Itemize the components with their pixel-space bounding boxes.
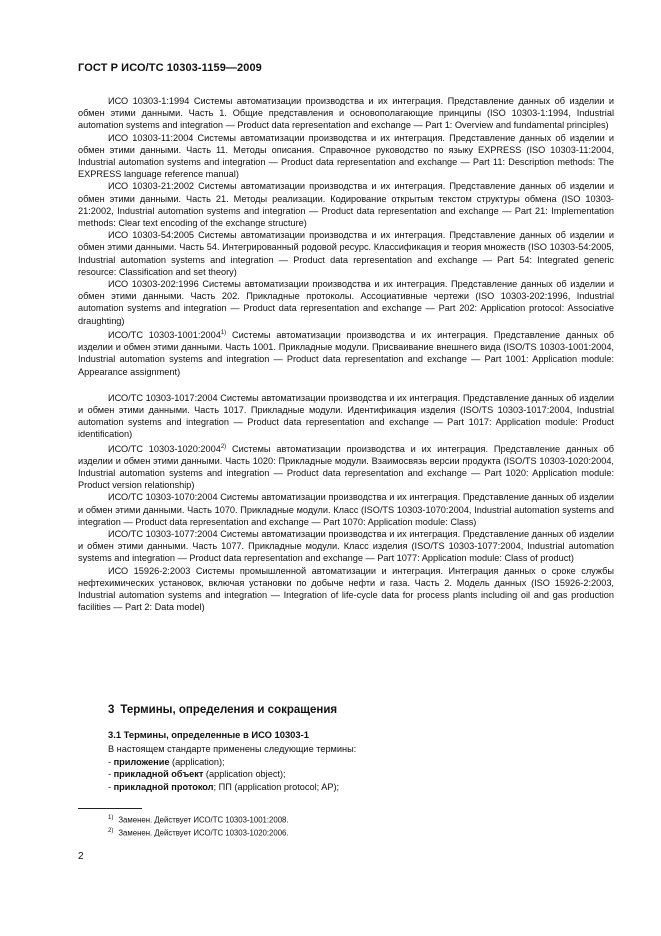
reference-item [78,132,614,181]
term-item [108,768,356,781]
reference-item [78,392,614,441]
footnote-mark: 2) [108,828,114,835]
term-dash: - [108,769,114,779]
paragraph-gap [78,378,614,392]
reference-text: ИСО 10303-54:2005 Системы автоматизации производства и их интеграция. Представление данных об изделии и обмен этими данными. Часть 54. Интегрированный родовой ресурс. Классификация и теория множеств (ISO 10303-54:2005, Industrial automation systems and integration — Product data representation and exchange — Part 54: Integrated generic resource: Classification and set theory) [78,230,614,277]
reference-item [78,441,614,492]
reference-text: ИСО 15926-2:2003 Системы промышленной автоматизации и интеграция. Интеграция данных о сроке службы нефтехимических установок, включая установки по добыче нефти и газа. Часть 2. Модель данных (ISO 15926-2:2003, Industrial automation systems and integration — Integration of life-cycle data for process plants including oil and gas production facilities — Part 2: Data model) [78,565,614,613]
footnote-mark: 2) [220,443,227,450]
page-number: 2 [78,851,84,862]
reference-item [78,278,614,327]
reference-text: ИСО/ТС 10303-1001:2004 [108,329,221,340]
term-detail: (application object); [203,769,286,779]
term-name: прикладной протокол [113,781,214,792]
reference-item [78,229,614,278]
reference-item [78,491,614,528]
reference-text: Системы автоматизации производства и их интеграция. Представление данных об изделии и обмен этими данными. Часть 1020: Прикладные модули. Взаимосвязь версии продукта (ISO/TS 10303-1020:2004, Industrial automation systems and integration — Product data representation and exchange — Part 1020: Application module: Product version relationship) [78,443,614,491]
reference-item [78,528,614,565]
reference-text: ИСО 10303-21:2002 Системы автоматизации производства и их интеграция. Представление данных об изделии и обмен этими данными. Часть 21. Методы реализации. Кодирование открытым текстом структуры обмена (ISO 10303-21:2002, Industrial automation systems and integration — Product data representation and exchange — Part 21: Implementation methods: Clear text encoding of the exchange structure) [78,181,614,229]
footnote-mark: 1) [108,815,114,821]
reference-text: ИСО/ТС 10303-1070:2004 Системы автоматизации производства и их интеграция. Представление данных об изделии и обмен этими данными. Часть 1070. Прикладные модули. Класс (ISO/TS 10303-1070:2004, Industrial automation systems and integration — Product data representation and exchange — Part 1070: Application module: Class) [78,492,614,527]
footnote-divider [78,808,142,809]
document-header: ГОСТ Р ИСО/ТС 10303-1159—2009 [78,62,262,74]
reference-text: ИСО/ТС 10303-1017:2004 Системы автоматизации производства и их интеграция. Представление данных об изделии и обмен этими данными. Часть 1017. Прикладные модули. Идентификация изделия (ISO/TS 10303-1017:2004, Industrial automation systems and integration — Product data representation and exchange — Part 1017: Application module: Product identification) [78,392,614,440]
footnote-text: Заменен. Действует ИСО/ТС 10303-1001:2008. [118,815,289,825]
footnote-mark: 1) [220,329,227,336]
reference-text: ИСО 10303-202:1996 Системы автоматизации производства и их интеграция. Представление данных об изделии и обмен этими данными. Часть 202. Прикладные протоколы. Ассоциативные чертежи (ISO 10303-202:1996, Industrial automation systems and integration — Product data representation and exchange — Part 202: Application protocol: Associative draughting) [78,279,614,326]
term-name: приложение [113,756,170,767]
reference-item [78,327,614,378]
reference-item [78,95,614,132]
subsection-heading: 3.1 Термины, определенные в ИСО 10303-1 [108,729,309,740]
terms-intro: В настоящем стандарте применены следующие термины: [108,744,357,754]
reference-text: Системы автоматизации производства и их интеграция. Представление данных об изделии и обмен этими данными. Часть 1001. Прикладные модули. Присваивание внешнего вида (ISO/TS 10303-1001:2004, Industrial automation systems and integration — Product data representation and exchange — Part 1001: Application module: Appearance assignment) [78,329,614,377]
term-detail: ; ПП (application protocol; AP); [213,781,340,792]
term-detail: (application); [169,756,225,767]
reference-item [78,565,614,614]
footnote [108,813,289,826]
reference-text: ИСО 10303-1:1994 Системы автоматизации производства и их интеграция. Представление данных об изделии и обмен этими данными. Часть 1. Общие представления и основополагающие принципы (ISO 10303-1:1994, Industrial automation systems and integration — Product data representation and exchange — Part 1: Overview and fundamental principles) [78,96,614,131]
term-name: прикладной объект [113,769,204,779]
section-number: 3 [108,704,115,716]
footnote-text: Заменен. Действует ИСО/ТС 10303-1020:2006. [118,828,289,838]
reference-item [78,180,614,229]
terms-list [108,743,356,793]
section-title: Термины, определения и сокращения [120,704,338,716]
footnote [108,826,289,839]
term-item [108,781,356,794]
normative-references [78,95,614,613]
reference-text: ИСО/ТС 10303-1020:2004 [108,443,221,454]
term-dash: - [108,756,114,767]
term-dash: - [108,781,114,792]
section-heading [108,704,337,716]
reference-text: ИСО 10303-11:2004 Системы автоматизации производства и их интеграция. Представление данных об изделии и обмен этими данными. Часть 11. Методы описания. Справочное руководство по языку EXPRESS (ISO 10303-11:2004, Industrial automation systems and integration — Product data representation and exchange — Part 11: Description methods: The EXPRESS language reference manual) [78,132,614,180]
term-item [108,756,356,769]
reference-text: ИСО/ТС 10303-1077:2004 Системы автоматизации производства и их интеграция. Представление данных об изделии и обмен этими данными. Часть 1077. Прикладные модули. Класс изделия (ISO/TS 10303-1077:2004, Industrial automation systems and integration — Product data representation and exchange — Part 1077: Application module: Class of product) [78,529,614,564]
footnotes [108,813,289,839]
